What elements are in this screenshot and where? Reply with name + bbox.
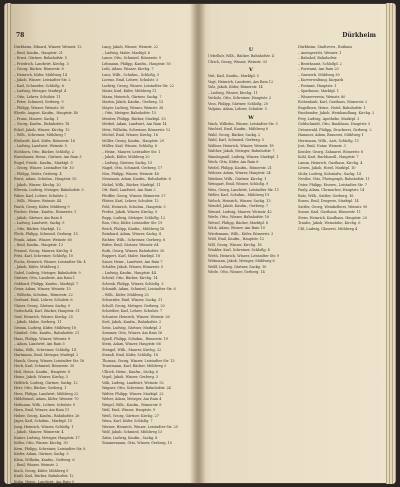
directory-entry: Kessler, Georg, Zahnarzt, Römerstr. 6 [298, 149, 364, 154]
directory-entry: Weis, Georg, Landwirt, Leistadter Str. 11 [208, 187, 279, 192]
directory-entry: Gümbel, Otto, Kaufm., Bahnhofstr. 21 [14, 331, 80, 335]
directory-entry: Gerhard, Emil, Lehrer, Schulstr. 6 [14, 298, 73, 302]
directory-entry: Weller, Karl, Schuhm., Mühlweg 19 [208, 193, 270, 197]
directory-entry: Eßwein, Ludwig, Metzger, Bahnhofstr. 3 [14, 188, 84, 192]
directory-entry: Wild, Emil, Kaufm., Hauptstr. 12 [208, 237, 265, 241]
directory-entry: Möller, Georg, Kaufm., Hauptstr. 29 [102, 138, 164, 143]
directory-entry: Heck, Karl, Schmied, Römerstr. 30 [14, 364, 75, 368]
directory-entry: Lamm, Heinrich, Gasthaus, Kirchg. 4 [298, 160, 363, 165]
directory-entry: Herr, Otto, Bäcker, Gerberg. 1 [14, 386, 67, 390]
directory-entry: Wirth, Heinrich, Winzer, Leistadter Str. 9 [208, 253, 280, 258]
directory-entry: – Ludwig, Metzger, Marktpl. 4 [14, 89, 67, 93]
directory-entry: Scholl, Georg, Metzger, Gerberg. 20 [102, 303, 165, 308]
directory-entry: Schreiber, Karl, Lehrer, Schulstr. 7 [102, 309, 163, 313]
directory-entry: Gabel, Ludwig, Metzger, Bahnhofstr. 9 [14, 270, 81, 275]
directory-entry: Hahn, Wilh., Schreiner, Schloßg. 14 [14, 347, 76, 352]
directory-entry: Wiedemann, Wilh., Küfer, Römerstr. 3 [208, 231, 274, 236]
directory-entry: Wedel, Philipp, Kaufm., Römerstr. 21 [208, 165, 272, 170]
directory-entry: Schneider, Emil, Winzer, Sackg. 11 [102, 298, 163, 302]
directory-entry: Zimmermann, Otto, Winzer, Gerberg. 10 [102, 441, 173, 445]
directory-entry: Meister, Philipp, Bäcker, Marktpl. 20 [102, 116, 166, 121]
directory-entry: – Ludwig, Kaufm., Hauptstr. 44 [102, 270, 156, 275]
directory-entry: Wolf, Jakob, Schmied, Mühlweg 13 [102, 430, 163, 434]
directory-entry: – Emil, Kaufm., Hauptstr. 13 [14, 243, 63, 247]
directory-entry: Wörle, Otto, Winzer, Gerberg. 14 [208, 270, 265, 274]
directory-entry: Thomas, Georg, Winzer, Leistadter Str. 13 [102, 358, 175, 363]
directory-entry: Frey, Ludwig, Apotheke, Marktpl. 3 [298, 116, 360, 121]
page-edges-right [386, 3, 396, 484]
left-page-column-2 [102, 45, 186, 484]
directory-entry: Herrmann, Wilh., Arzt, Schloßg. 11 [298, 138, 360, 143]
directory-entry: Sauer, Heinr., Landwirt, Am Rain 7 [102, 259, 163, 264]
directory-entry: Hofmann, Wilh., Lehrer, Schulstr. 9 [14, 402, 76, 407]
directory-entry: Schmidt, Adam, Schmied, Leistadter Str. 6 [102, 287, 176, 291]
directory-entry: Volz, Jakob, Küfer, Römerstr. 14 [208, 85, 263, 89]
directory-entry: – Adam, Landwirt, Am Rain 5 [14, 342, 65, 346]
directory-entry: – Amtsgericht, Weinstr. 1 [298, 50, 342, 55]
directory-entry: Koch, Georg, Küfer, Mühlweg 5 [14, 468, 69, 473]
directory-entry: Grünewald, Philipp, Druckerei, Gerberg. 2 [298, 127, 372, 132]
directory-entry: Eisenhauer, Heinr., Gärtner, Am Rain 3 [14, 155, 82, 159]
directory-entry: Gottschalk, Karl, Bäcker, Hauptstr. 31 [14, 309, 80, 313]
directory-entry: Hartmann, Emil, Metzger, Marktpl. 2 [14, 353, 79, 357]
directory-entry: Will, Georg, Winzer, Kirchg. 18 [208, 242, 262, 247]
directory-entry: Wolff, Ludwig, Gärtner, Sackg. 10 [208, 264, 267, 269]
directory-entry: Fauth, Georg, Küfer, Mühlweg 9 [14, 204, 70, 209]
directory-entry: – Friedrich, Landwirt, Kirchg. 3 [14, 61, 69, 66]
directory-entry: Metz, Wilhelm, Schreiner, Römerstr. 12 [102, 127, 171, 132]
directory-entry: – Otto, Bäcker, Marktpl. 12 [14, 226, 61, 231]
directory-entry: Graf, Heinrich, Winzer, Kirchg. 25 [14, 314, 73, 319]
directory-entry: – Heinrich, Küfer, Mühlweg 14 [14, 72, 67, 77]
directory-entry: Pfeiffer, Georg, Winzer, Römerstr. 27 [102, 193, 166, 198]
directory-entry: Dürkheim, Stadtverw., Rathaus [298, 45, 353, 49]
directory-entry: – Jakob, Gärtner, Am Rain 8 [14, 215, 62, 220]
directory-entry: Wittmann, Jakob, Metzger, Mühlweg 6 [208, 259, 275, 263]
directory-entry: Sonne, Karl, Gasthaus, Römerstr. 11 [298, 210, 361, 214]
directory-entry: – Ludwig, Maler, Marktpl. 6 [102, 50, 150, 55]
directory-entry: Weil, Emil, Winzer, Hauptstr. 9 [102, 408, 155, 412]
directory-entry: Fassbender, Jakob, Weinhandlung, Kirchg. 2 [298, 111, 375, 115]
directory-entry: Nestler, Otto, Photograph, Bahnhofstr. 11 [298, 177, 370, 181]
right-page-column-1 [208, 45, 294, 276]
directory-entry: Winkler, Karl, Schreiner, Schloßg. 4 [208, 248, 270, 252]
directory-entry: Wetzel, Philipp, Bäcker, Marktpl. 8 [208, 220, 268, 225]
directory-entry: Freund, Georg, Maurer, Kirchg. 8 [14, 248, 73, 253]
directory-entry: – Gaswerk, Mühlweg 30 [298, 72, 340, 77]
directory-entry: – Jakob, Winzer, Leistadter Str. 2 [14, 78, 71, 82]
left-page-column-1 [14, 45, 98, 484]
directory-entry: Vorholz, Otto, Schreiner, Hauptstr. 2 [208, 96, 271, 100]
directory-entry: Engelhorn, Heinr., Hotel, Bahnhofstr. 1 [298, 105, 366, 110]
directory-entry: Rosen, Emil, Drogerie, Marktpl. 14 [298, 199, 359, 203]
directory-entry: Fritz, Karl, Schreiner, Schloßg. 10 [14, 254, 74, 258]
directory-entry: Strauß, Emil, Küfer, Schloßg. 16 [102, 353, 158, 357]
directory-entry: Spieß, Philipp, Schuhm., Römerstr. 19 [102, 336, 168, 341]
directory-entry: Geier, Adam, Winzer, Weinstr. 15 [14, 287, 71, 291]
directory-entry: Weingart, Emil, Winzer, Schloßg. 9 [208, 182, 269, 186]
directory-entry: Wachtel, Emil, Kaufm., Mühlweg 8 [208, 127, 268, 131]
directory-entry: Schäfer, Jakob, Winzer, Römerstr. 5 [102, 265, 164, 269]
directory-entry: Gärtner, Otto, Landwirt, Am Rain 1 [14, 276, 75, 280]
directory-entry: Mann, Heinrich, Gärtner, Sackg. 7 [102, 94, 162, 99]
directory-entry: Seel, Jakob, Kaufm., Bahnhofstr. 2 [102, 320, 162, 324]
directory-entry: Merkel, Adam, Landwirt, Am Rain 14 [102, 122, 167, 126]
directory-entry: – Franz, Maurer, Sackg. 1 [14, 116, 59, 121]
directory-entry: – Wilh., Schreiner, Mühlweg 7 [14, 133, 66, 137]
directory-entry: – Emil, Winzer, Weinstr. 2 [14, 463, 58, 467]
directory-entry: Mayer, Ludwig, Winzer, Weinstr. 38 [102, 105, 164, 110]
directory-entry: Huber, Georg, Kaufm., Bahnhofstr. 26 [14, 413, 80, 418]
directory-entry: Stengel, Wilh., Maurer, Kirchg. 22 [102, 347, 162, 352]
directory-entry: – Otto, Metzger, Bahnhofstr. 15 [102, 111, 157, 115]
directory-entry: Frank, Adam, Winzer, Weinstr. 60 [14, 237, 72, 242]
directory-entry: Maier, Karl, Küfer, Mühlweg 11 [102, 89, 157, 93]
directory-entry: Eckel, Jakob, Winzer, Kirchg. 12 [14, 127, 70, 132]
directory-entry: Michel, Emil, Winzer, Kirchg. 16 [102, 133, 158, 137]
directory-entry: – Bahnhof, Bahnhofstr. [298, 56, 338, 60]
directory-entry: Wald, Karl, Schmied, Gerberg. 5 [208, 138, 264, 142]
directory-entry: Lenz, Wilh., Schuhm., Schloßg. 5 [102, 72, 160, 77]
directory-entry: Pauly, Adam, Uhrmacher, Hauptstr. 14 [298, 188, 365, 192]
directory-entry: Wahl, Georg, Bäcker, Sackg. 2 [208, 132, 261, 137]
section-letter-v: V [249, 67, 253, 73]
directory-entry: – Emil, Kaufm., Hauptstr. 21 [14, 50, 63, 55]
directory-entry: Heil, Heinr., Kaufm., Hauptstr. 8 [14, 369, 70, 374]
directory-entry: Fischer, Heinr., Kaufm., Römerstr. 1 [14, 210, 77, 214]
directory-entry: Fleck, Philipp, Schmied, Gerberg. 15 [14, 232, 78, 236]
directory-entry: Ruppert, Karl, Maler, Marktpl. 18 [102, 254, 161, 258]
book-spine [190, 3, 206, 484]
right-page-column-2 [298, 45, 384, 276]
directory-entry: Ritter, Emil, Gärtner, Weinstr. 64 [102, 243, 159, 247]
directory-entry: Rapp, Ludwig, Metzger, Schloßg. 12 [102, 215, 166, 220]
directory-entry: Hammer, Adam, Brauerei, Mühlweg 1 [298, 133, 364, 137]
directory-entry: Ott, Emil, Landwirt, Am Rain 2 [102, 188, 156, 192]
directory-entry: Kern, Philipp, Schreiner, Leistadter Str. 8 [14, 446, 86, 451]
directory-entry: Grimm, Ludwig, Küfer, Mühlweg 18 [14, 325, 77, 330]
directory-entry: – Postamt, Hauptstr. 1 [298, 83, 337, 88]
directory-entry: Fuchs, Heinrich, Winzer, Leistadter Str. 4 [14, 259, 86, 264]
directory-entry: – Kurverwaltung, Kurpark [298, 78, 344, 82]
directory-entry: – Ludwig, Gärtner, Sackg. 15 [102, 160, 153, 165]
directory-entry: Lang, Jakob, Winzer, Weinstr. 22 [102, 45, 158, 49]
directory-entry: – Jakob, Winzer, Kirchg. 20 [14, 182, 61, 187]
directory-entry: Horn, Emil, Winzer, Am Rain 11 [14, 408, 70, 412]
directory-entry: Voss, Philipp, Gärtner, Schloßg. 20 [208, 101, 268, 106]
directory-entry: Hildebrand, Adam, Küfer, Weinstr. 70 [14, 397, 79, 401]
directory-entry: Kuhn, Heinr., Landwirt, Am Rain 9 [14, 479, 74, 484]
page-edges-left [4, 3, 11, 484]
directory-entry: Seitz, Ludwig, Gärtner, Marktpl. 3 [102, 325, 162, 330]
directory-entry: Walther, Jakob, Metzger, Bahnhofstr. 7 [208, 149, 275, 153]
directory-entry: Wallner, Heinrich, Winzer, Weinstr. 18 [208, 143, 274, 148]
directory-entry: Hess, Philipp, Landwirt, Mühlweg 22 [14, 391, 79, 396]
directory-entry: Klein, Wilhelm, Kaufm., Gerberg. 6 [14, 457, 75, 462]
directory-entry: – Ludwig, Landwirt, Weinstr. 5 [14, 144, 67, 148]
directory-entry: Trautmann, Karl, Bäcker, Mühlweg 3 [102, 364, 167, 368]
directory-entry: Wendel, Jakob, Kaufm., Gerberg. 7 [208, 204, 268, 208]
directory-entry: Zahn, Ludwig, Kaufm., Sackg. 8 [102, 435, 158, 440]
directory-entry: Lorenz, Emil, Lehrer, Schulstr. 3 [102, 78, 159, 82]
directory-entry: Dürkheim, Eduard, Winzer, Weinstr. 12 [14, 45, 82, 49]
directory-entry: Keller, Otto, Winzer, Kirchg. 30 [14, 441, 68, 445]
directory-entry: Schuster, Heinrich, Winzer, Weinstr. 26 [102, 314, 170, 319]
directory-entry: – Georg, Winzer, Leistadter Str. 10 [14, 166, 74, 170]
directory-entry: – Forstamt, Am Rain 20 [298, 67, 339, 71]
directory-entry: – Jakob, Küfer, Mühlweg 20 [102, 155, 150, 159]
directory-entry: Wambsganß, Ludwig, Winzer, Marktpl. 1 [208, 154, 279, 159]
directory-entry: Ernst, Adam, Schuhm., Hauptstr. 55 [14, 177, 77, 181]
directory-entry: – Jakob, Maler, Gerberg. 11 [14, 320, 62, 324]
directory-entry: – Georg, Bäcker, Römerstr. 8 [14, 67, 64, 71]
open-book [4, 3, 396, 484]
directory-entry: Jung, Heinrich, Winzer, Schloßg. 1 [14, 424, 74, 429]
directory-entry: Volk, Ludwig, Landwirt, Weinstr. 52 [102, 380, 164, 385]
directory-entry: Neumann, Adam, Kaufm., Bahnhofstr. 6 [102, 177, 171, 181]
directory-entry: Vogt, Heinrich, Landwirt, Am Rain 12 [208, 79, 274, 84]
right-page [208, 33, 384, 276]
directory-entry: Kiefer, Adam, Gärtner, Sackg. 3 [14, 452, 69, 456]
directory-entry: Ludwig, Georg, Winzer, Leistadter Str. 22 [102, 83, 174, 88]
directory-entry: Eberle, August, Kaufm., Hauptstr. 40 [14, 111, 78, 115]
directory-entry: Reinhard, Adam, Winzer, Sackg. 4 [102, 232, 161, 236]
directory-entry: Stein, Adam, Winzer, Hauptstr. 66 [102, 342, 161, 346]
directory-entry: Weber, Adam, Metzger, Am Rain 4 [102, 397, 162, 401]
directory-entry: Welsch, Heinrich, Winzer, Sackg. 13 [208, 198, 271, 203]
page-number: 78 [16, 32, 25, 39]
directory-entry: Leib, Adam, Winzer, Kirchg. 7 [102, 67, 154, 71]
running-header: Dürkheim [342, 32, 376, 39]
directory-entry: Mohr, Ludwig, Kolonialw., Sackg. 14 [298, 171, 361, 176]
directory-entry: Schenk, Philipp, Winzer, Schloßg. 3 [102, 281, 164, 286]
directory-entry: – Bezirksamt, Schloßpl. 2 [298, 61, 342, 66]
directory-entry: Veit, Karl, Kaufm., Marktpl. 5 [208, 74, 259, 78]
directory-entry: Helfrich, Ludwig, Gärtner, Sackg. 12 [14, 380, 78, 385]
directory-entry: Glaser, Georg, Gärtner, Sackg. 9 [14, 303, 70, 308]
directory-entry: Weck, Otto, Küfer, Am Rain 6 [208, 160, 259, 164]
directory-entry: Reich, Philipp, Kaufm., Mühlweg 16 [102, 226, 165, 231]
directory-entry: – Jakob, Küfer, Mühlweg 2 [14, 265, 60, 269]
directory-entry: Müller, Karl, Winzer, Schloßg. 8 [102, 144, 157, 148]
directory-entry: Werner, Heinrich, Winzer, Leistadter Str. 25 [102, 424, 178, 429]
directory-entry: Wick, Adam, Winzer, Am Rain 10 [208, 226, 265, 230]
directory-entry: Eichhorn, Otto, Bäcker, Schloßg. 2 [14, 149, 74, 154]
directory-entry: Heinz, Jakob, Winzer, Kirchg. 3 [14, 375, 68, 379]
directory-entry: Roth, Georg, Winzer, Bahnhofstr. 30 [102, 248, 165, 253]
directory-entry: – Karl, Schneider, Schloßg. 6 [14, 83, 64, 88]
directory-entry: Kaiser, Ludwig, Metzger, Hauptstr. 17 [14, 435, 80, 440]
directory-entry: – Philipp, Winzer, Weinstr. 30 [14, 105, 65, 110]
directory-entry: Ulrich, Georg, Winzer, Weinstr. 33 [208, 59, 267, 64]
directory-entry: Hauck, Georg, Winzer, Leistadter Str. 16 [14, 358, 85, 363]
directory-entry: Nagel, Otto, Schmied, Gerberg. 17 [102, 166, 163, 170]
directory-entry: Ehrhardt, Karl, Küfer, Römerstr. 16 [14, 138, 75, 143]
directory-entry: Weigel, Wilh., Kaufm., Römerstr. 8 [102, 402, 162, 407]
directory-entry: Werle, Otto, Winzer, Bahnhofstr. 16 [208, 215, 270, 219]
section-letter-w: W [248, 114, 254, 121]
directory-entry: Ullrich, Heinr., Kaufm., Sackg. 6 [102, 369, 159, 374]
directory-entry: Wenzel, Ludwig, Maurer, Weinstr. 42 [208, 209, 272, 214]
directory-entry: Faber, Karl, Lehrer, Schulstr. 2 [14, 193, 68, 198]
directory-entry: Gebhard, Philipp, Kaufm., Marktpl. 7 [14, 281, 79, 286]
directory-entry: Ratz, Wilh., Sattler, Gerberg. 16 [298, 193, 354, 198]
directory-entry: Pohl, Heinrich, Schuhm., Hauptstr. 3 [102, 204, 166, 209]
directory-entry: – Wilhelm, Schuhm., Römerstr. 22 [14, 292, 73, 297]
directory-entry: – Heinr., Maurer, Leistadter Str. 1 [102, 149, 161, 154]
directory-entry: Sattler, Georg, Weinkellerei, Weinstr. 90 [298, 204, 368, 209]
directory-entry: – Wilh., Küfer, Mühlweg 25 [102, 292, 149, 297]
directory-entry: – Philipp, Maler, Gerberg. 4 [14, 171, 62, 176]
directory-entry: Walter, Philipp, Winzer, Marktpl. 22 [102, 391, 164, 396]
directory-entry: – Winzerverein, Weinstr. 80 [298, 94, 346, 99]
directory-entry: – Wilh., Winzer, Weinstr. 44 [14, 199, 62, 203]
left-page [14, 33, 186, 484]
directory-entry: Martin, Jakob, Kaufm., Gerberg. 13 [102, 100, 164, 104]
directory-entry: Jäger, Karl, Schuhm., Marktpl. 15 [14, 419, 73, 423]
directory-entry: Vogel, Jakob, Winzer, Gerberg. 3 [102, 375, 159, 379]
directory-entry: Weiß, Georg, Gärtner, Kirchg. 27 [102, 413, 159, 418]
directory-entry: – Ludwig, Winzer, Kirchg. 11 [208, 90, 258, 95]
directory-entry: Richter, Wilh., Schreiner, Gerberg. 8 [102, 237, 166, 242]
directory-entry: – Georg, Kaufm., Bahnhofstr. 18 [14, 122, 70, 126]
directory-entry: Eichenlaub, Karl, Gasthaus, Römerstr. 2 [298, 100, 368, 104]
directory-entry: – Ernst, Gärtner, Bahnhofstr. 5 [14, 56, 67, 60]
directory-entry: Engel, Friedr., Kaufm., Marktpl. 9 [14, 160, 73, 165]
directory-entry: Pfister, Karl, Lehrer, Schulstr. 12 [102, 199, 159, 203]
directory-entry: Wagner, Otto, Schreiner, Bahnhofstr. 24 [102, 386, 171, 390]
directory-entry: Neu, Philipp, Winzer, Weinstr. 48 [102, 171, 159, 176]
directory-entry: Lauer, Otto, Schmied, Römerstr. 9 [102, 56, 161, 60]
directory-entry: Rau, Otto, Küfer, Leistadter Str. 19 [102, 221, 163, 225]
directory-entry: – Sparkasse, Marktpl. 1 [298, 89, 339, 93]
directory-entry: Sommer, Otto, Winzer, Am Rain 16 [102, 331, 163, 335]
directory-entry: Traube, Jakob, Weinstube, Kirchg. 6 [298, 221, 361, 225]
directory-entry: Jost, Emil, Notar, Weinstr. 3 [298, 144, 346, 148]
directory-entry: Uebelhör, Wilh., Bäcker, Bahnhofstr. 4 [208, 54, 274, 58]
directory-entry: Goldschmidt, Otto, Bankhaus, Hauptstr. 5 [298, 122, 371, 126]
directory-entry: Probst, Jakob, Winzer, Kirchg. 9 [102, 210, 158, 214]
directory-entry: Lehmann, Philipp, Kaufm., Hauptstr. 50 [102, 61, 171, 66]
directory-entry: Nickel, Wilh., Bäcker, Marktpl. 11 [102, 182, 161, 187]
directory-entry: – Ludwig, Landwirt, Sackg. 5 [14, 221, 65, 225]
directory-entry: Haas, Philipp, Winzer, Weinstr. 8 [14, 336, 71, 341]
directory-entry: Uhl, Ludwig, Glaserei, Mühlweg 4 [298, 226, 358, 231]
directory-entry: Wack, Wilhelm, Winzer, Leistadter Str. 3 [208, 121, 278, 126]
directory-entry: Weidner, Wilh., Gärtner, Kirchg. 1 [208, 176, 267, 181]
directory-entry: Scheid, Otto, Bäcker, Kirchg. 14 [102, 276, 158, 280]
directory-entry: Oster, Philipp, Eisenw., Leistadter Str. 7 [298, 182, 367, 187]
directory-entry: Wehner, Adam, Winzer, Hauptstr. 24 [208, 171, 271, 175]
section-letter-u: U [248, 47, 254, 53]
directory-entry: Stern, Heinrich, Kaufhaus, Hauptstr. 20 [298, 215, 367, 220]
directory-entry: – Peter, Schmied, Gerberg. 9 [14, 100, 64, 104]
directory-entry: – Otto, Lehrer, Schulstr. 11 [14, 94, 61, 99]
directory-entry: – Jakob, Maurer, Römerstr. 4 [14, 430, 64, 434]
directory-entry: Löwen, Jakob, Hotel, Marktpl. 10 [298, 166, 356, 170]
directory-entry: Wenz, Karl, Küfer, Schloßg. 7 [102, 419, 153, 423]
directory-entry: Kohl, Karl, Buchhandl., Hauptstr. 7 [298, 155, 359, 159]
directory-entry: Kraft, Karl, Bäcker, Bahnhofstr. 12 [14, 474, 74, 478]
directory-entry: Vulpius, Adam, Lehrer, Schulstr. 5 [208, 107, 267, 111]
